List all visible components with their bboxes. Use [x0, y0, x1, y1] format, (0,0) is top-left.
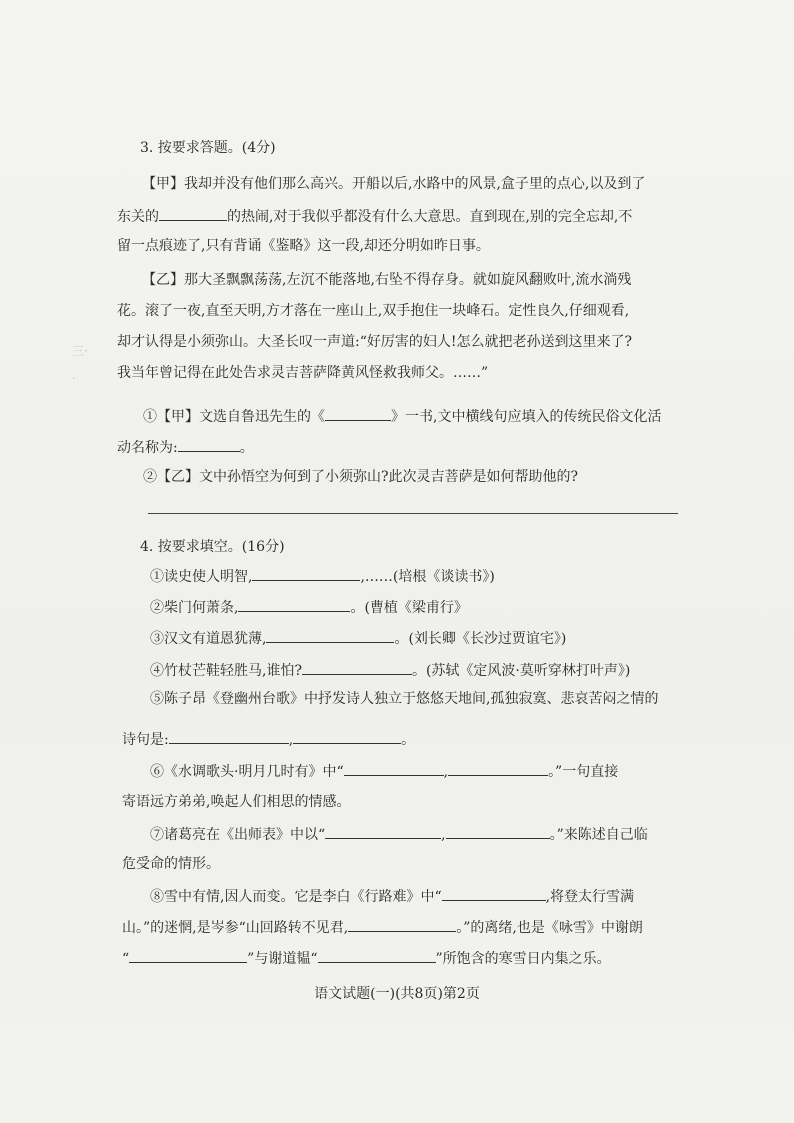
book-title-blank[interactable] — [325, 407, 391, 421]
q4-item-6-text-a: ⑥《水调歌头·明月几时有》中“ — [150, 764, 344, 780]
q4-item-5-text-c: 。 — [401, 732, 416, 748]
q4-item-4-text-a: ④竹杖芒鞋轻胜马,谁怕? — [150, 663, 302, 679]
page-footer: 语文试题(一)(共8页)第2页 — [314, 986, 480, 1002]
custom-name-blank[interactable] — [178, 438, 240, 452]
q3-heading: 3. 按要求答题。(4分) — [140, 140, 276, 156]
answer-line[interactable] — [148, 513, 678, 514]
q4-item-4 — [150, 661, 630, 679]
answer-blank[interactable] — [325, 825, 441, 839]
answer-blank[interactable] — [238, 598, 350, 612]
answer-blank[interactable] — [252, 567, 360, 581]
q3-sub1-line-1 — [143, 407, 679, 425]
q3-yi-line-2: 花。滚了一夜,直至天明,方才落在一座山上,双手抱住一块峰石。定性良久,仔细观看, — [117, 303, 630, 319]
q3-yi-line-3: 却才认得是小须弥山。大圣长叹一声道:“好厉害的妇人!怎么就把老孙送到这里来了? — [117, 334, 633, 350]
q3-sub1-text-c: 动名称为: — [117, 440, 178, 456]
q3-yi-line-1: 【乙】那大圣飘飘荡荡,左沉不能落地,右坠不得存身。就如旋风翻败叶,流水淌残 — [142, 272, 632, 288]
q4-item-8-line-1 — [150, 887, 634, 905]
q4-item-6-line-2: 寄语远方弟弟,唤起人们相思的情感。 — [122, 794, 351, 810]
q4-item-8-text-2a: 山。”的迷惘,是岑参“山回路转不见君, — [122, 920, 349, 936]
answer-blank[interactable] — [446, 825, 550, 839]
q4-item-1-text-b: ,……(培根《谈读书》) — [360, 569, 495, 585]
q3-sub1-line-2 — [117, 438, 653, 456]
q4-item-7-text-c: 。”来陈述自己临 — [549, 827, 648, 843]
q4-item-2-text-a: ②柴门何萧条, — [150, 600, 239, 616]
q4-item-3-text-b: 。(刘长卿《长沙过贾谊宅》) — [394, 631, 567, 647]
answer-blank[interactable] — [348, 918, 456, 932]
q4-item-2 — [150, 598, 468, 616]
q4-item-8-text-2b: 。”的离绪,也是《咏雪》中谢朗 — [456, 920, 643, 936]
q3-jia-line-2a: 东关的 — [117, 209, 159, 225]
bleed-through-mark: · — [72, 372, 76, 385]
q3-jia-line-2b: 的热闹,对于我似乎都没有什么大意思。直到现在,别的完全忘却,不 — [227, 209, 633, 225]
q4-item-4-text-b: 。(苏轼《定风波·莫听穿林打叶声》) — [411, 663, 631, 679]
answer-blank[interactable] — [442, 887, 546, 901]
q4-item-7-line-2: 危受命的情形。 — [122, 856, 220, 872]
q4-item-5-text-a: 诗句是: — [122, 732, 169, 748]
q3-jia-line-2 — [117, 207, 653, 225]
q4-item-5-text-b: , — [288, 732, 294, 748]
q4-item-6-text-b: , — [443, 764, 449, 780]
q4-item-5-line-1: ⑤陈子昂《登幽州台歌》中抒发诗人独立于悠悠天地间,孤独寂寞、悲哀苦闷之情的 — [150, 691, 659, 707]
q4-item-8-text-3c: ”所饱含的寒雪日内集之乐。 — [435, 951, 611, 967]
answer-blank[interactable] — [448, 762, 548, 776]
q4-item-3-text-a: ③汉文有道恩犹薄, — [150, 631, 267, 647]
q3-jia-line-1: 【甲】我却并没有他们那么高兴。开船以后,水路中的风景,盒子里的点心,以及到了 — [142, 176, 646, 192]
q4-item-8-line-2 — [122, 918, 643, 936]
q4-item-7-line-1 — [150, 825, 648, 843]
q4-item-8-text-b: ,将登太行雪满 — [545, 889, 635, 905]
q4-item-3 — [150, 629, 566, 647]
q3-sub1-text-a: ①【甲】文选自鲁迅先生的《 — [143, 409, 325, 425]
q4-item-7-text-a: ⑦诸葛亮在《出师表》中以“ — [150, 827, 326, 843]
answer-blank[interactable] — [266, 629, 394, 643]
q4-item-7-text-b: , — [441, 827, 446, 843]
q3-jia-line-3: 留一点痕迹了,只有背诵《鉴略》这一段,却还分明如昨日事。 — [117, 238, 490, 254]
q4-item-2-text-b: 。(曹植《梁甫行》 — [350, 600, 468, 616]
q3-yi-line-4: 我当年曾记得在此处告求灵吉菩萨降黄风怪救我师父。……” — [117, 365, 489, 381]
answer-blank[interactable] — [344, 762, 444, 776]
answer-blank[interactable] — [129, 949, 247, 963]
answer-blank[interactable] — [302, 661, 412, 675]
q3-sub2: ②【乙】文中孙悟空为何到了小须弥山?此次灵吉菩萨是如何帮助他的? — [143, 469, 579, 485]
q4-item-6-line-1 — [150, 762, 618, 780]
bleed-through-mark: 三· — [72, 344, 88, 358]
q4-item-8-line-3 — [122, 949, 611, 967]
q3-sub1-text-b: 》一书,文中横线句应填入的传统民俗文化活 — [391, 409, 662, 425]
q4-item-5-line-2 — [122, 730, 415, 748]
q4-heading: 4. 按要求填空。(16分) — [140, 539, 285, 555]
answer-blank[interactable] — [293, 730, 401, 744]
answer-blank[interactable] — [169, 730, 289, 744]
festival-blank[interactable] — [159, 207, 227, 221]
answer-blank[interactable] — [318, 949, 436, 963]
q4-item-6-text-c: 。”一句直接 — [548, 764, 619, 780]
q4-item-8-text-3b: ”与谢道韫“ — [247, 951, 318, 967]
q4-item-1-text-a: ①读史使人明智, — [150, 569, 253, 585]
q4-item-8-text-a: ⑧雪中有情,因人而变。它是李白《行路难》中“ — [150, 889, 442, 905]
q4-item-8-text-3a: “ — [122, 951, 130, 967]
q4-item-1 — [150, 567, 495, 585]
q3-sub1-text-d: 。 — [239, 440, 254, 456]
